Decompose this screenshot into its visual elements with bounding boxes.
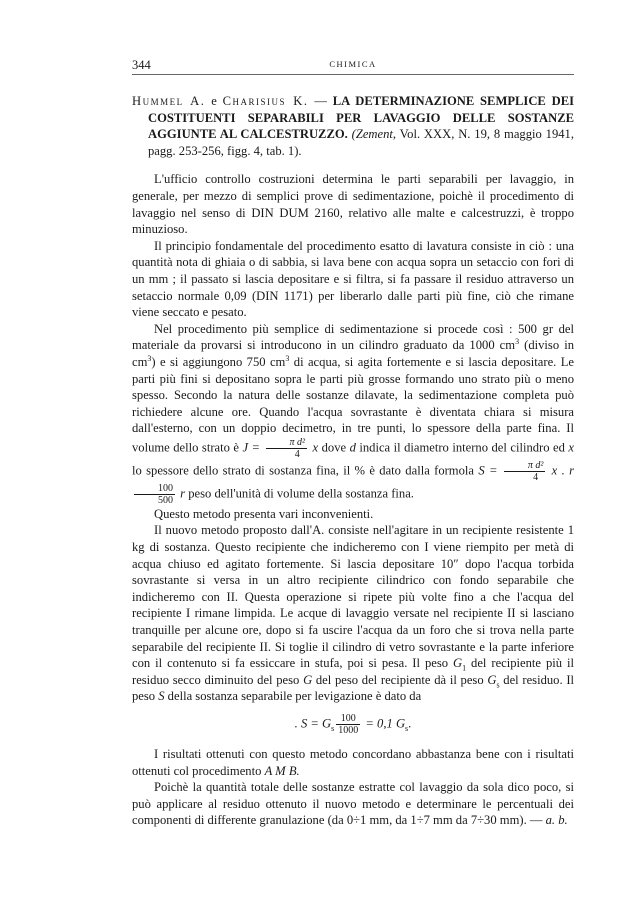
var-g1-sub: 1 (462, 663, 467, 673)
paragraph-4: Questo metodo presenta vari inconvenienti. (154, 506, 374, 521)
paragraph-3 (132, 321, 574, 506)
p3-text-h: peso dell'unità di volume della sostanza fina. (185, 486, 414, 501)
deq-sub: s (331, 723, 335, 733)
citation-details: Vol. XXX, N. 19, 8 maggio 1941, pagg. 253-256, figg. 4, tab. 1). (148, 127, 574, 158)
p3-sup-2: 3 (147, 353, 152, 363)
var-gs-sub: s (496, 680, 500, 690)
eq2-denominator-2: 500 (158, 494, 173, 506)
var-gs: G (487, 672, 497, 687)
eq2-fraction-1 (504, 460, 546, 483)
article-body (132, 93, 574, 829)
article-title: LA DETERMINAZIONE SEMPLICE DEI COSTITUENTI SEPARABILI PER LAVAGGIO DELLE SOSTANZE AGGIUNTE AL CALCESTRUZZO. (148, 94, 575, 142)
eq2-mid: x . r (547, 463, 574, 478)
deq-post: = 0,1 G (362, 716, 406, 731)
title-dash: — (308, 94, 333, 108)
paragraph-1: L'ufficio controllo costruzioni determina le parti separabili per lavaggio, in generale, per mezzo di semplici prove di sedimentazione, poichè il procedimento di lavaggio nel senso di DIN DUM 2160, relativo alle malte e calcestruzzi, è troppo minuzioso. (132, 172, 574, 237)
eq2-denominator-1: 4 (533, 471, 539, 483)
deq-denominator: 1000 (338, 725, 359, 736)
journal-name: (Zement, (351, 127, 397, 142)
p6-text-a: I risultati ottenuti con questo metodo concordano abbastanza bene con i risultati ottenuti col procedimento (132, 747, 574, 778)
p3-sup-1: 3 (515, 337, 520, 347)
deq-post-sub: s (405, 723, 409, 733)
p3-text-a: Nel procedimento più semplice di sedimentazione si procede così : 500 gr del materiale da provarsi si introducono in un cilindro graduato da 1000 cm (132, 321, 574, 353)
paragraph-6 (132, 746, 574, 779)
var-x: x (568, 440, 574, 455)
bibliographic-entry (132, 93, 574, 159)
p5-text-a: Il nuovo metodo proposto dall'A. consiste nell'agitare in un recipiente resistente 1 kg di sostanza. Questo recipiente che indicheremo con I viene riempito per metà di acqua chiuso ed agitato fortemente. Si lascia depositare 10″ dopo l'acqua torbida sovrastante si versa in un altro recipiente cilindrico con fondo separabile che indicheremo con II. Questa operazione si ripete più volte fino a che l'acqua del recipiente I rimane limpida. Le acque di lavaggio versate nel recipiente II si lasciano tranquille per alcune ore, dopo si fa uscire l'acqua da un foro che si trova nella parte separabile del recipiente II. Si toglie il cilindro di vetro sovrastante e la parte inferiore con il contenuto si fa essiccare in stufa, poi si pesa. Il peso (132, 523, 574, 671)
p5-text-e: della sostanza separabile per levigazione è dato da (164, 689, 422, 704)
author-1: Hummel A. (132, 94, 206, 108)
var-s: S (158, 689, 165, 704)
deq-pre: . S = G (294, 716, 332, 731)
eq1-rhs: x (309, 440, 319, 455)
p3-text-c: ) e si aggiungono 750 cm (151, 354, 286, 369)
author-conjunction: e (205, 94, 223, 108)
p5-text-b: del recipiente più il residuo secco diminuito del peso (132, 656, 574, 687)
display-equation (132, 713, 574, 736)
p3-sup-3: 3 (285, 353, 290, 363)
var-g: G (303, 672, 313, 687)
page-number: 344 (132, 58, 151, 72)
eq2-lhs: S = (478, 463, 502, 478)
eq1-numerator: π d² (266, 437, 308, 449)
var-g1: G (452, 656, 463, 671)
deq-fraction (336, 713, 360, 736)
eq2-numerator-2: 100 (134, 483, 175, 495)
p3-text-f: indica il diametro interno del cilindro ed (355, 440, 569, 455)
eq1-denominator: 4 (294, 448, 300, 460)
var-d: d (349, 440, 356, 455)
p7-text-a: Poichè la quantità totale delle sostanze estratte col lavaggio da sola dico poco, si può applicare al residuo ottenuto il nuovo metodo e determinare le percentuali dei componenti di differente granulazione (da 0÷1 mm, da 1÷7 mm da 7÷30 mm). — (132, 780, 574, 828)
p5-text-d: del residuo. Il peso (132, 672, 575, 704)
eq2-numerator-1: π d² (504, 460, 546, 472)
author-2: Charisius K. (222, 94, 309, 108)
paragraph-2: Il principio fondamentale del procedimento esatto di lavatura consiste in ciò : una quantità nota di ghiaia o di sabbia, si lava bene con acqua sopra un setaccio con fori di un mm ; il passato si lascia depositare e si filtra, si fa passare il residuo attraverso un setaccio normale 0,09 (DIN 1171) per liberarlo dalle parti più fine, ciò che rimane viene seccato e pesato. (132, 238, 574, 320)
paragraph-5 (132, 522, 574, 705)
paragraph-7 (132, 779, 574, 829)
p5-text-c: del peso del recipiente dà il peso (312, 672, 488, 687)
p3-text-e: dove (318, 440, 350, 455)
p3-text-b: (diviso in cm (132, 338, 574, 369)
p3-text-d: di acqua, si agita fortemente e si lascia depositare. Le parti più fini si depositano sopra le parti più grosse formando uno strato più o meno spesso. Secondo la natura delle sostanze dilavate, la sedimentazione completa può richiedere alcune ore. Quando l'acqua sovrastante è diventata chiara si misura dall'esterno, con un doppio decimetro, in tre punti, lo spessore della parte fina. Il volume dello strato è (132, 354, 574, 455)
amb-method: A M B. (264, 763, 300, 778)
eq2-fraction-2 (134, 483, 175, 506)
running-head: CHIMICA (329, 59, 377, 69)
author-signature: a. b. (545, 813, 568, 828)
eq1-lhs: J = (242, 440, 264, 455)
deq-numerator: 100 (336, 713, 360, 725)
eq2-r: r (177, 486, 186, 501)
page-header (132, 56, 574, 75)
p3-text-g: lo spessore dello strato di sostanza fina, il % è dato dalla formola (132, 463, 479, 478)
eq1-fraction (266, 437, 308, 460)
deq-end: . (408, 716, 412, 731)
